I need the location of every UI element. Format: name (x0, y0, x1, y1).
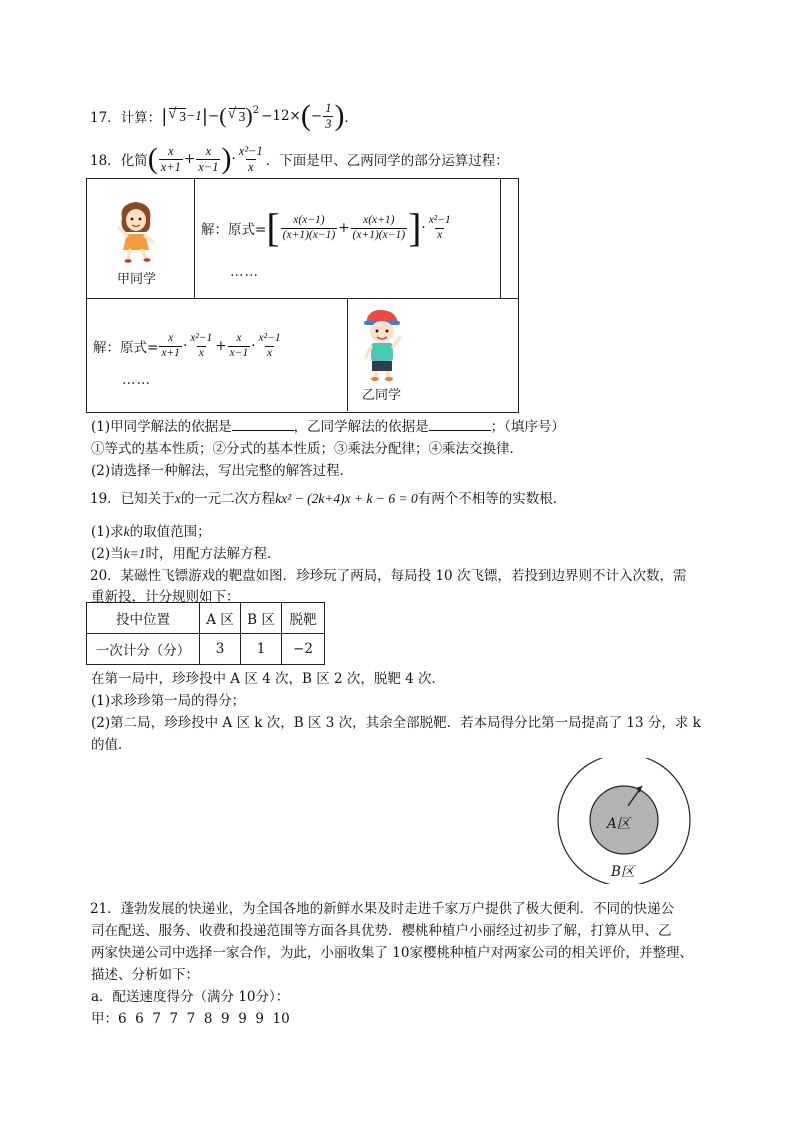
q17-sqrt3-b: √ 3 (229, 108, 246, 125)
q21-a-label: a．配送速度得分（满分 10分）： (91, 989, 290, 1005)
table-header-cell: B 区 (241, 603, 282, 634)
boy-cartoon-icon (358, 307, 404, 383)
target-area-b-label: B区 (611, 864, 635, 880)
q18-number: 18． (90, 153, 121, 169)
q21-line3: 两家快递公司中选择一家合作，为此，小丽收集了 10家樱桃种植户对两家公司的相关评价，并整理、 (91, 945, 693, 961)
q17-number: 17． (90, 110, 121, 126)
q18-paren-open: ( (147, 142, 158, 175)
q17-minus-one: −1 (186, 108, 202, 123)
q17-sqrt3: √ 3 (169, 108, 186, 125)
q17-paren-close: ) (245, 103, 253, 128)
q17-abs-close: | (201, 105, 208, 127)
table-header-cell: A 区 (200, 603, 241, 634)
q18-part2: (2)请选择一种解法，写出完整的解答过程． (91, 463, 354, 479)
table-cell: −2 (282, 634, 325, 665)
q21-jia-scores: 甲：6 6 7 7 7 8 9 9 9 10 (91, 1011, 290, 1027)
q18-part1: (1)甲同学解法的依据是 ，乙同学解法的依据是 ；（填序号） (91, 419, 565, 435)
q17-times: −12× (261, 108, 301, 124)
yi-dot1: · (182, 338, 188, 354)
boy-name-label: 乙同学 (362, 388, 402, 403)
q17-fraction: $\frac{1}{3}$ (325, 101, 332, 131)
jia-term3: $\frac{\text{x²−1}}{x}$ (428, 214, 451, 241)
target-area-a-label: A区 (607, 816, 631, 832)
girl-cartoon-icon (113, 198, 159, 264)
solution-box-divider-v3 (347, 298, 348, 411)
jia-ellipsis: …… (230, 264, 259, 280)
q18-options: ①等式的基本性质；②分式的基本性质；③乘法分配律；④乘法交换律． (91, 441, 523, 457)
q17-paren-open: ( (219, 103, 227, 128)
jia-solve-label: 解：原式= (201, 222, 267, 238)
q21-line1: 21．蓬勃发展的快递业，为全国各地的新鲜水果及时走进千家万户提供了极大便利．不同的快递公 (90, 901, 675, 917)
q17-neg: − (310, 108, 323, 124)
q20-line2: 重新投，计分规则如下： (91, 589, 240, 605)
jia-term2: $\frac{x(x+1)}{(x+1)(x-1)}$ (352, 214, 406, 241)
q18-lead: 化简 (120, 153, 148, 169)
q17-minus: − (207, 108, 220, 124)
jia-dot: · (421, 220, 426, 236)
q19-part1: (1)求k的取值范围； (91, 524, 211, 540)
q20-part2-line2: 的值． (91, 737, 132, 753)
solution-box-divider-v2 (500, 178, 501, 298)
q17-end: ． (344, 110, 358, 126)
yi-solve-label: 解：原式= (93, 340, 159, 356)
q17-exponent: 2 (252, 104, 260, 116)
q18-frac3: $\frac{\text{x²−1}}{x}$ (238, 144, 263, 174)
solution-box-divider-h (86, 298, 518, 299)
yi-dot2: · (251, 338, 256, 354)
jia-bracket-close: ] (408, 205, 422, 250)
jia-term1: $\frac{x(x-1)}{(x+1)(x-1)}$ (282, 214, 336, 241)
jia-plus: + (338, 220, 350, 236)
girl-name-label: 甲同学 (117, 272, 157, 287)
yi-plus: + (215, 338, 227, 354)
q20-line1: 20．某磁性飞镖游戏的靶盘如图．珍珍玩了两局，每局投 10 次飞镖，若投到边界则不计入次数，需 (90, 568, 687, 584)
jia-solution (201, 206, 454, 250)
q18-blank-yi[interactable] (429, 418, 491, 431)
q19-line: 19．已知关于x的一元二次方程kx² − (2k+4)x + k − 6 = 0有两个不相等的实数根． (90, 491, 567, 507)
q17-paren2-open: ( (300, 99, 311, 132)
q18-dot: · (231, 151, 236, 167)
q17-lead: 计算： (120, 110, 162, 126)
q17-line (90, 98, 358, 134)
table-row-header (87, 603, 325, 634)
q20-part1: (1)求珍珍第一局的得分； (91, 693, 246, 709)
table-header-cell: 投中位置 (87, 603, 200, 634)
q18-paren-close: ) (221, 142, 232, 175)
yi-term-d: $\frac{\text{x²−1}}{x}$ (258, 332, 281, 359)
q18-line (90, 140, 509, 178)
q20-line3: 在第一局中，珍珍投中 A 区 4 次，B 区 2 次，脱靶 4 次． (91, 671, 446, 687)
q18-blank-jia[interactable] (232, 418, 294, 431)
solution-box-divider-v1 (194, 178, 195, 298)
q18-plus: + (183, 151, 196, 167)
q17-paren2-close: ) (334, 99, 345, 132)
q18-text: ．下面是甲、乙两同学的部分运算过程： (265, 153, 509, 169)
q19-part2: (2)当k=1时，用配方法解方程． (91, 546, 281, 562)
q17-abs-open: | (161, 105, 168, 127)
table-row (87, 634, 325, 665)
q21-line2: 司在配送、服务、收费和投递范围等方面各具优势．樱桃种植户小丽经过初步了解，打算从甲、乙 (91, 923, 672, 939)
yi-solution (93, 326, 284, 366)
yi-ellipsis: …… (122, 372, 151, 388)
yi-term-b: $\frac{\text{x²−1}}{x}$ (190, 332, 213, 359)
q18-frac1: $\frac{x}{x+1}$ (160, 144, 181, 174)
q21-line4: 描述、分析如下： (91, 967, 199, 983)
table-cell: 3 (200, 634, 241, 665)
q18-frac2: $\frac{x}{x-1}$ (198, 144, 219, 174)
table-header-cell: 脱靶 (282, 603, 325, 634)
yi-term-c: $\frac{x}{x-1}$ (229, 332, 249, 359)
jia-bracket-open: [ (266, 205, 280, 250)
q19-equation: kx² − (2k+4)x + k − 6 = 0 (275, 491, 418, 506)
table-cell: 一次计分（分） (87, 634, 200, 665)
table-cell: 1 (241, 634, 282, 665)
scoring-table (86, 602, 325, 665)
q20-part2-line1: (2)第二局，珍珍投中 A 区 k 次，B 区 3 次，其余全部脱靶．若本局得分比第一局提高了 13 分，求 k (91, 715, 701, 731)
yi-term-a: $\frac{x}{x+1}$ (161, 332, 180, 359)
